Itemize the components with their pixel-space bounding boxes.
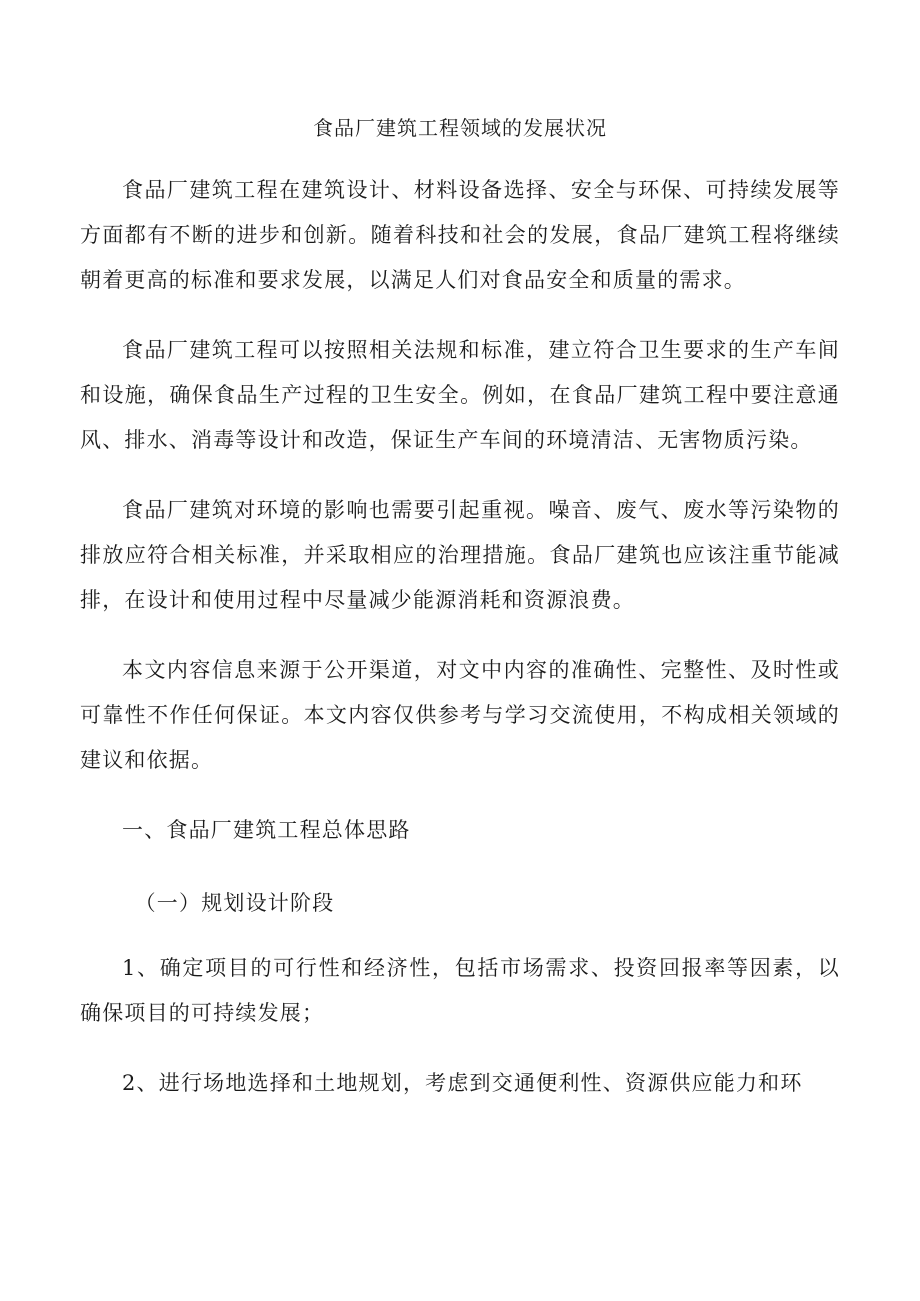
body-paragraph: 食品厂建筑工程在建筑设计、材料设备选择、安全与环保、可持续发展等方面都有不断的进步和创新。随着科技和社会的发展，食品厂建筑工程将继续朝着更高的标准和要求发展，以满足人们对食品安全和质量的需求。 [80,178,840,292]
document-title: 食品厂建筑工程领域的发展状况 [313,116,607,140]
subsection-heading: （一）规划设计阶段 [134,891,335,915]
document-page [80,110,840,1131]
list-item: 2、进行场地选择和土地规划，考虑到交通便利性、资源供应能力和环 [122,1071,803,1095]
body-paragraph: 食品厂建筑对环境的影响也需要引起重视。噪音、废气、废水等污染物的排放应符合相关标准，并采取相应的治理措施。食品厂建筑也应该注重节能减排，在设计和使用过程中尽量减少能源消耗和资源浪费。 [80,498,840,612]
section-heading: 一、食品厂建筑工程总体思路 [122,818,411,842]
body-paragraph: 本文内容信息来源于公开渠道，对文中内容的准确性、完整性、及时性或可靠性不作任何保证。本文内容仅供参考与学习交流使用，不构成相关领域的建议和依据。 [80,658,840,772]
list-item: 1、确定项目的可行性和经济性，包括市场需求、投资回报率等因素，以确保项目的可持续发展； [80,956,840,1025]
body-paragraph: 食品厂建筑工程可以按照相关法规和标准，建立符合卫生要求的生产车间和设施，确保食品生产过程的卫生安全。例如，在食品厂建筑工程中要注意通风、排水、消毒等设计和改造，保证生产车间的环境清洁、无害物质污染。 [80,338,840,452]
